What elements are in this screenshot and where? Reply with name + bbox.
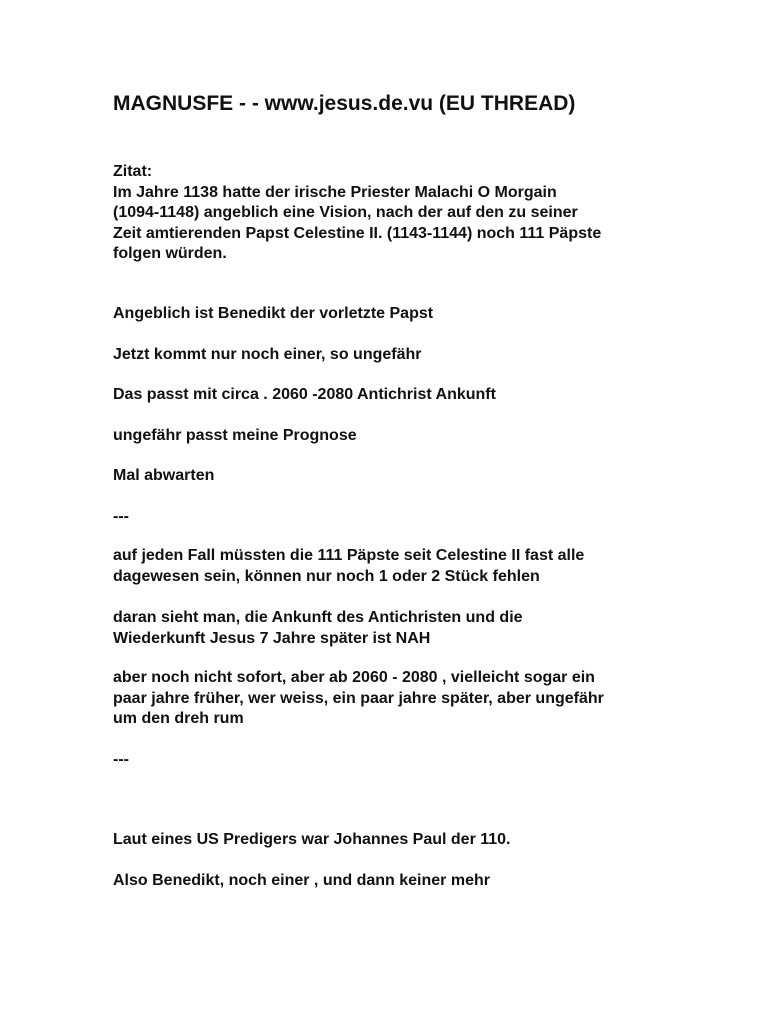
paragraph: [113, 426, 673, 447]
paragraph: [113, 608, 673, 649]
quote-line: Im Jahre 1138 hatte der irische Priester Malachi O Morgain: [113, 183, 557, 201]
paragraph-line: Das passt mit circa . 2060 -2080 Antichrist Ankunft: [113, 386, 496, 403]
quote-line: (1094-1148) angeblich eine Vision, nach der auf den zu seiner: [113, 204, 578, 221]
paragraph-line: Also Benedikt, noch einer , und dann keiner mehr: [113, 872, 490, 889]
paragraph: [113, 345, 673, 366]
page-title: MAGNUSFE - - www.jesus.de.vu (EU THREAD): [113, 92, 576, 115]
paragraph-line: dagewesen sein, können nur noch 1 oder 2 Stück fehlen: [113, 567, 540, 585]
paragraph: [113, 830, 673, 851]
paragraph: [113, 385, 673, 406]
paragraph: [113, 668, 673, 730]
paragraph-line: Laut eines US Predigers war Johannes Paul der 110.: [113, 831, 511, 848]
paragraph-line: ungefähr passt meine Prognose: [113, 427, 357, 444]
paragraph: [113, 546, 673, 587]
paragraph: [113, 871, 673, 892]
quote-line: folgen würden.: [113, 245, 227, 262]
quote-line: Zeit amtierenden Papst Celestine II. (1143-1144) noch 111 Päpste: [113, 224, 602, 242]
separator: [113, 507, 673, 528]
paragraph-line: paar jahre früher, wer weiss, ein paar jahre später, aber ungefähr: [113, 689, 604, 707]
separator: [113, 750, 673, 771]
quote-label: Zitat:: [113, 163, 153, 180]
paragraph-line: auf jeden Fall müssten die 111 Päpste seit Celestine II fast alle: [113, 547, 585, 564]
quote-block: [113, 162, 673, 265]
paragraph: [113, 466, 673, 487]
paragraph-line: um den dreh rum: [113, 710, 244, 727]
paragraph-line: Jetzt kommt nur noch einer, so ungefähr: [113, 346, 422, 363]
paragraph-line: daran sieht man, die Ankunft des Antichristen und die: [113, 609, 523, 626]
paragraph: [113, 304, 673, 325]
paragraph-line: Wiederkunft Jesus 7 Jahre später ist NAH: [113, 629, 431, 647]
paragraph-line: Mal abwarten: [113, 467, 215, 484]
paragraph-line: Angeblich ist Benedikt der vorletzte Papst: [113, 305, 434, 322]
separator-text: ---: [113, 751, 129, 768]
separator-text: ---: [113, 508, 129, 525]
paragraph-line: aber noch nicht sofort, aber ab 2060 - 2080 , vielleicht sogar ein: [113, 669, 595, 686]
